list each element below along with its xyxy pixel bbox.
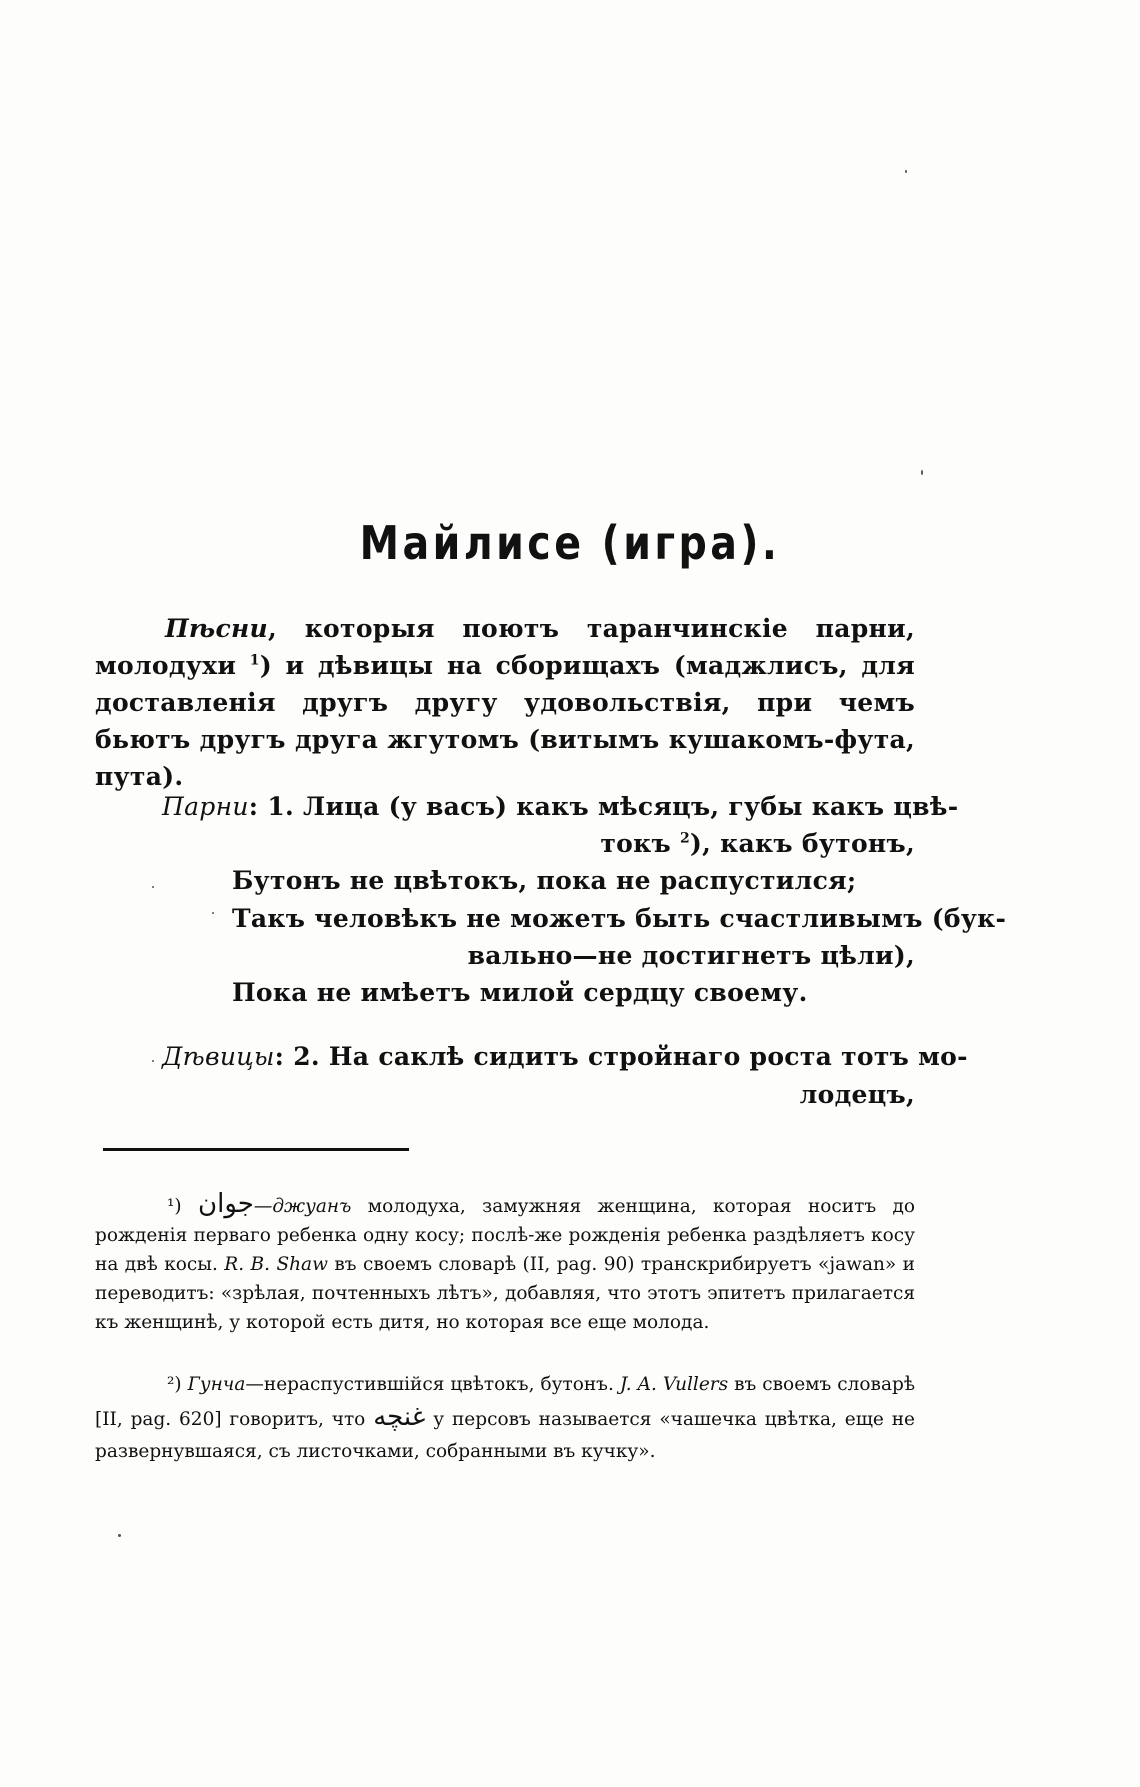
intro-paragraph <box>95 610 915 795</box>
footnote-2-mark: ²) <box>167 1374 182 1395</box>
footnote-ref-2[interactable]: 2 <box>680 830 691 847</box>
scan-speck <box>905 170 907 173</box>
footnote-2-term: Гунча <box>187 1374 246 1395</box>
footnote-1-mark: ¹) <box>167 1196 182 1217</box>
verse2-line1-continued: лодецъ, <box>799 1080 915 1109</box>
verse1-line4: Пока не имѣетъ милой сердцу своему. <box>232 978 808 1007</box>
verse1-line3: Такъ человѣкъ не можетъ быть счастливымъ (бук- <box>232 904 1007 933</box>
intro-lead-word: Пѣсни <box>165 614 268 643</box>
intro-text: , которыя поютъ таранчинскіе парни, молодухи <box>95 614 915 680</box>
verse1-line1-continued: токъ $^2$), какъ бутонъ, <box>600 829 915 858</box>
verse1-speaker: Парни <box>162 792 249 821</box>
verse1-line2: Бутонъ не цвѣтокъ, пока не распустился; <box>232 866 857 895</box>
footnote-1-term: —джуанъ <box>253 1196 352 1217</box>
scan-speck <box>118 1534 121 1537</box>
scan-speck <box>921 470 923 475</box>
scan-speck <box>152 1060 154 1062</box>
footnote-2: ²) Гунча—нераспустившійся цвѣтокъ, бутонъ. J. A. Vullers въ своемъ словарѣ [II, pag. 620] говоритъ, что غنچه у персовъ называется «чашечка цвѣтка, еще не развернувшаяся, съ листочками, собранными въ кучку». <box>95 1374 915 1462</box>
footnote-1: ¹) جوان—джуанъ молодуха, замужняя женщина, которая носитъ до рожденія перваго ребенка одну косу; послѣ-же рожденія ребенка раздѣляетъ косу на двѣ косы. R. B. Shaw въ своемъ словарѣ (II, pag. 90) транскрибируетъ «jawan» и переводитъ: «зрѣлая, почтенныхъ лѣтъ», добавляя, что этотъ эпитетъ прилагается къ женщинѣ, у которой есть дитя, но которая все еще молода. <box>95 1189 915 1333</box>
verse1-line1: Парни: 1. Лица (у васъ) какъ мѣсяцъ, губы какъ цвѣ- <box>162 792 959 821</box>
footnote-ref-1[interactable]: 1 <box>249 652 260 669</box>
verse2-speaker: Дѣвицы <box>162 1042 275 1071</box>
scan-speck <box>212 912 214 914</box>
footnote-2-arabic: غنچه <box>373 1402 426 1432</box>
footnote-1-arabic: جوان <box>198 1189 254 1219</box>
scan-speck <box>152 886 154 888</box>
footnote-2-author: J. A. Vullers <box>619 1374 729 1395</box>
footnote-1-author: R. B. Shaw <box>224 1254 328 1275</box>
footnote-divider <box>103 1148 409 1151</box>
intro-text-continued: ) и дѣвицы на сборищахъ (маджлисъ, для доставленія другъ другу удовольствія, при чемъ бьютъ другъ друга жгутомъ (витымъ кушакомъ-фута, пута). <box>95 651 915 791</box>
page-title: Майлисе (игра). <box>359 516 781 570</box>
verse2-line1: Дѣвицы: 2. На саклѣ сидитъ стройнаго роста тотъ мо- <box>162 1042 968 1071</box>
verse1-line3-continued: вально—не достигнетъ цѣли), <box>467 941 915 970</box>
